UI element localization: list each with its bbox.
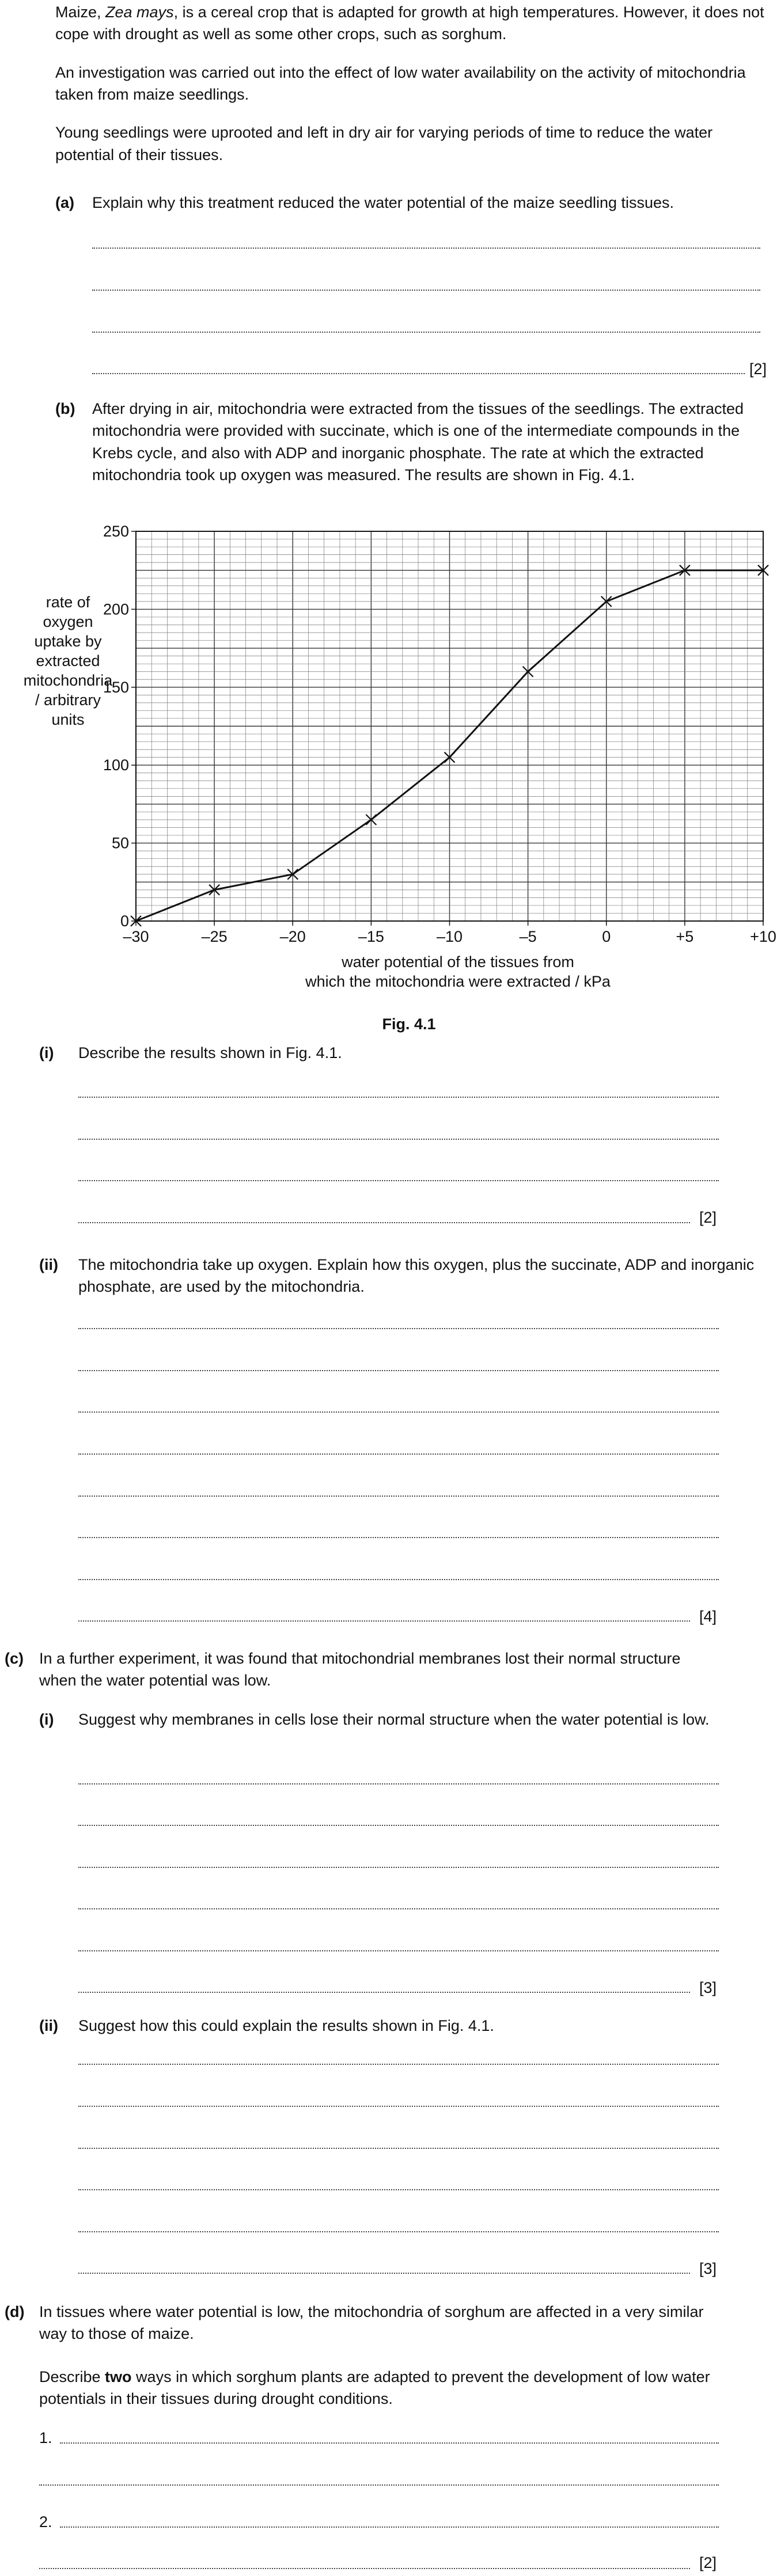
marks-c-ii: [3] — [699, 2260, 717, 2277]
answer-line[interactable] — [78, 1453, 719, 1455]
answer-line[interactable] — [78, 1620, 690, 1622]
x-tick-label: –30 — [123, 928, 149, 945]
answer-line[interactable] — [92, 332, 760, 333]
marks-c-i: [3] — [699, 1979, 717, 1996]
item-1-number: 1. — [39, 2429, 52, 2446]
answer-line[interactable] — [78, 1950, 719, 1951]
part-b-question: After drying in air, mitochondria were extracted from the tissues of the seedlings. The extracted mitochondria were provided with succinate, which is one of the intermediate compounds in the Krebs cycle, and also with ADP and inorganic phosphate. The rate at which the extracted mitochondria took up oxygen was measured. The results are shown in Fig. 4.1. — [92, 400, 744, 484]
answer-line[interactable] — [92, 248, 760, 249]
item-2-number: 2. — [39, 2513, 52, 2531]
x-axis-label-line: water potential of the tissues from — [342, 953, 574, 971]
answer-line[interactable] — [39, 2568, 690, 2569]
part-d-text-1: In tissues where water potential is low, the mitochondria of sorghum are affected in a very similar way to those of maize. — [39, 2303, 704, 2343]
part-c-label: (c) — [5, 1650, 24, 1667]
figure-caption: Fig. 4.1 — [382, 1015, 436, 1033]
answer-line[interactable] — [78, 2148, 719, 2149]
part-d-label: (d) — [5, 2303, 25, 2320]
part-c-ii-question: Suggest how this could explain the results shown in Fig. 4.1. — [78, 2017, 494, 2034]
answer-line[interactable] — [78, 2106, 719, 2107]
x-tick-label: –20 — [279, 928, 306, 945]
marks-a: [2] — [749, 360, 767, 378]
answer-line[interactable] — [78, 1537, 719, 1538]
answer-line[interactable] — [92, 373, 745, 374]
part-b-i-label: (i) — [39, 1044, 54, 1061]
answer-line[interactable] — [78, 2231, 719, 2232]
answer-line[interactable] — [78, 1867, 719, 1868]
answer-line[interactable] — [78, 1825, 719, 1826]
part-c-i-label: (i) — [39, 1711, 54, 1728]
y-tick-label: 250 — [103, 523, 129, 540]
intro-paragraph-1: Maize, Zea mays, is a cereal crop that is adapted for growth at high temperatures. However, it does not cope with drought as well as some other crops, such as sorghum. — [55, 3, 764, 43]
answer-line[interactable] — [78, 1496, 719, 1497]
intro-paragraph-2: An investigation was carried out into the effect of low water availability on the activity of mitochondria taken from maize seedlings. — [55, 63, 746, 103]
part-c-i-question: Suggest why membranes in cells lose their normal structure when the water potential is low. — [78, 1711, 710, 1728]
y-tick-label: 200 — [103, 600, 129, 618]
part-c-text: In a further experiment, it was found that mitochondrial membranes lost their normal structure when the water potential was low. — [39, 1650, 681, 1690]
y-axis-label-line: extracted — [36, 652, 100, 669]
intro-paragraph-3: Young seedlings were uprooted and left in dry air for varying periods of time to reduce the water potential of their tissues. — [55, 124, 713, 163]
figure-4-1-chart — [0, 507, 777, 996]
y-axis-label-line: uptake by — [34, 633, 102, 650]
intro — [55, 1, 770, 166]
x-tick-label: –15 — [358, 928, 384, 945]
marks-b-ii: [4] — [699, 1608, 717, 1625]
answer-line[interactable] — [60, 2526, 719, 2528]
y-tick-label: 50 — [111, 834, 129, 852]
y-axis-label-line: / arbitrary — [35, 691, 101, 709]
answer-line[interactable] — [78, 1097, 719, 1098]
part-a-question: Explain why this treatment reduced the water potential of the maize seedling tissues. — [92, 194, 674, 211]
x-axis-label-line: which the mitochondria were extracted / kPa — [305, 973, 611, 990]
answer-line[interactable] — [78, 2273, 690, 2274]
y-axis-label-line: mitochondria — [23, 672, 113, 689]
answer-line[interactable] — [78, 1139, 719, 1140]
answer-line[interactable] — [78, 2189, 719, 2190]
part-c-ii-label: (ii) — [39, 2017, 58, 2034]
marks-b-i: [2] — [699, 1209, 717, 1226]
answer-line[interactable] — [60, 2442, 719, 2444]
x-tick-label: 0 — [602, 928, 611, 945]
part-b-ii-question: The mitochondria take up oxygen. Explain how this oxygen, plus the succinate, ADP and inorganic phosphate, are used by the mitochondria. — [78, 1256, 755, 1296]
y-axis-label-line: rate of — [46, 593, 90, 611]
answer-line[interactable] — [78, 1370, 719, 1371]
answer-line[interactable] — [78, 1328, 719, 1329]
answer-line[interactable] — [78, 1783, 719, 1784]
answer-line[interactable] — [78, 1222, 690, 1223]
y-tick-label: 0 — [120, 912, 129, 930]
part-b-ii-label: (ii) — [39, 1256, 58, 1273]
part-b-label: (b) — [55, 400, 75, 417]
x-tick-label: –25 — [201, 928, 228, 945]
x-tick-label: +5 — [676, 928, 694, 945]
part-d-text-2: Describe two ways in which sorghum plants are adapted to prevent the development of low water potentials in their tissues during drought conditions. — [39, 2368, 710, 2408]
y-axis-label-line: oxygen — [43, 613, 93, 630]
marks-d: [2] — [699, 2554, 717, 2571]
answer-line[interactable] — [78, 1579, 719, 1580]
y-tick-label: 100 — [103, 756, 129, 774]
answer-line[interactable] — [78, 1180, 719, 1181]
answer-line[interactable] — [78, 1908, 719, 1909]
x-tick-label: –5 — [519, 928, 537, 945]
part-a-label: (a) — [55, 194, 74, 211]
answer-line[interactable] — [92, 290, 760, 291]
y-tick-label: 150 — [103, 678, 129, 696]
y-axis-label-line: units — [51, 711, 85, 728]
answer-line[interactable] — [78, 1992, 690, 1993]
answer-line[interactable] — [39, 2484, 719, 2486]
answer-line[interactable] — [78, 2064, 719, 2065]
part-b-i-question: Describe the results shown in Fig. 4.1. — [78, 1044, 342, 1061]
x-tick-label: –10 — [436, 928, 463, 945]
chart-grid — [136, 531, 763, 921]
answer-line[interactable] — [78, 1411, 719, 1413]
x-tick-label: +10 — [750, 928, 776, 945]
